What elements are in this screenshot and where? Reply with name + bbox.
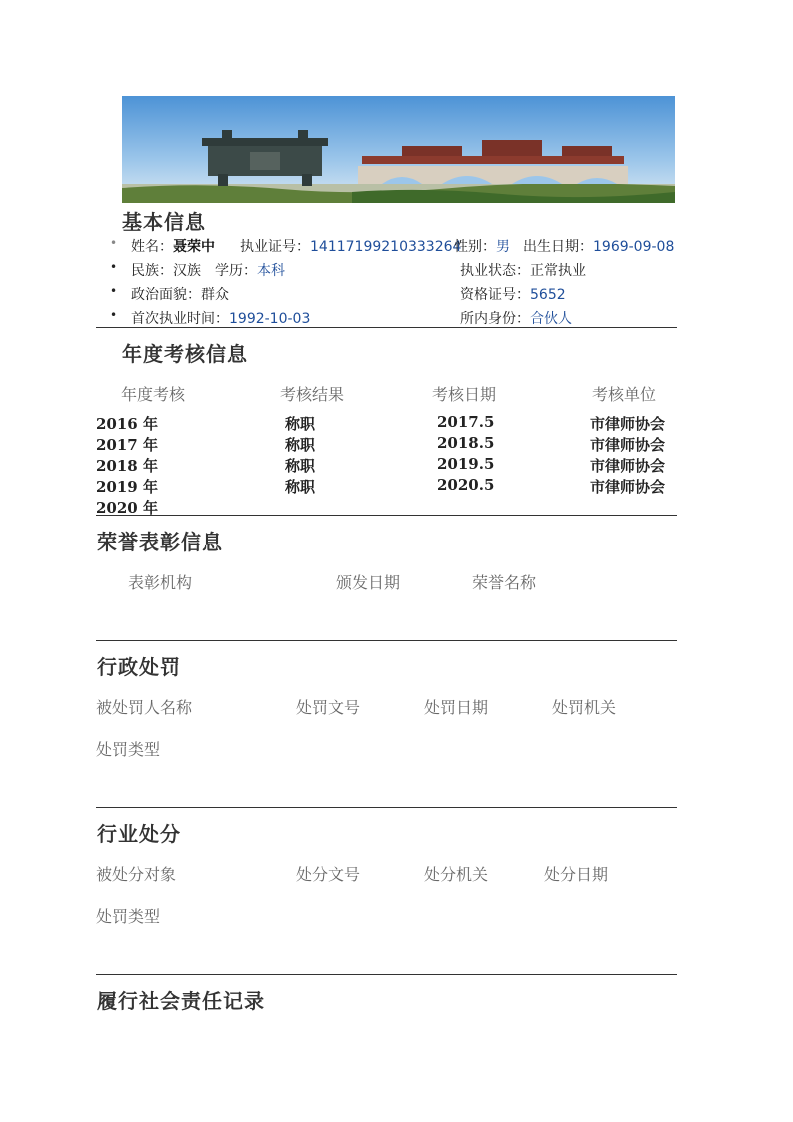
basic-info-title: 基本信息 [122,210,206,234]
industry-penalty-type-label: 处罚类型 [96,907,161,926]
table-row-unit: 市律师协会 [590,415,666,433]
banner-photo [122,96,675,203]
table-row-year: 2017 年 [96,436,158,454]
name-label: 姓名： [131,239,173,255]
status-value: 正常执业 [530,263,586,279]
bullet-icon: • [110,260,118,274]
birth-value: 1969-09-08 [593,239,675,255]
honor-header-name: 荣誉名称 [472,573,537,592]
table-row-unit: 市律师协会 [590,478,666,496]
political-value: 群众 [201,287,229,303]
honor-title: 荣誉表彰信息 [97,530,223,554]
name-value: 聂荣中 [173,239,215,255]
table-row-date: 2017.5 [437,413,495,431]
table-row-result: 称职 [285,457,316,475]
edu-label: 学历： [215,263,257,279]
gender-label: 性别： [454,239,496,255]
role-label: 所内身份： [460,311,530,327]
ethnic-label: 民族： [131,263,173,279]
admin-penalty-header-doc: 处罚文号 [296,698,361,717]
annual-header-unit: 考核单位 [592,385,657,404]
table-row-unit: 市律师协会 [590,436,666,454]
honor-header-date: 颁发日期 [336,573,401,592]
gender-value: 男 [496,239,510,255]
social-responsibility-title: 履行社会责任记录 [97,989,265,1013]
edu-value: 本科 [257,263,285,279]
admin-penalty-title: 行政处罚 [97,655,181,679]
divider [96,974,677,975]
table-row-year: 2020 年 [96,499,158,517]
table-row-result: 称职 [285,415,316,433]
table-row-year: 2018 年 [96,457,158,475]
birth-label: 出生日期： [523,239,593,255]
political-label: 政治面貌： [131,287,201,303]
annual-review-title: 年度考核信息 [122,342,248,366]
bullet-icon: • [110,308,118,322]
ethnic-value: 汉族 [173,263,201,279]
admin-penalty-header-authority: 处罚机关 [552,698,617,717]
license-label: 执业证号： [240,239,310,255]
table-row-unit: 市律师协会 [590,457,666,475]
table-row-result: 称职 [285,478,316,496]
first-practice-value: 1992-10-03 [229,311,311,327]
license-value: 14117199210333264 [310,239,462,255]
industry-penalty-header-authority: 处分机关 [424,865,489,884]
bullet-icon: • [110,284,118,298]
status-label: 执业状态： [460,263,530,279]
divider [96,327,677,328]
divider [96,515,677,516]
first-practice-label: 首次执业时间： [131,311,229,327]
table-row-result: 称职 [285,436,316,454]
admin-penalty-type-label: 处罚类型 [96,740,161,759]
table-row-date: 2018.5 [437,434,495,452]
table-row-year: 2019 年 [96,478,158,496]
industry-penalty-title: 行业处分 [97,822,181,846]
divider [96,807,677,808]
bullet-icon: • [110,236,118,250]
annual-header-result: 考核结果 [280,385,345,404]
industry-penalty-header-date: 处分日期 [544,865,609,884]
cert-label: 资格证号： [460,287,530,303]
role-value: 合伙人 [530,311,572,327]
admin-penalty-header-person: 被处罚人名称 [96,698,193,717]
table-row-date: 2020.5 [437,476,495,494]
annual-header-date: 考核日期 [432,385,497,404]
table-row-year: 2016 年 [96,415,158,433]
honor-header-org: 表彰机构 [128,573,193,592]
annual-header-year: 年度考核 [121,385,186,404]
divider [96,640,677,641]
cert-value: 5652 [530,287,566,303]
industry-penalty-header-target: 被处分对象 [96,865,177,884]
admin-penalty-header-date: 处罚日期 [424,698,489,717]
industry-penalty-header-doc: 处分文号 [296,865,361,884]
table-row-date: 2019.5 [437,455,495,473]
